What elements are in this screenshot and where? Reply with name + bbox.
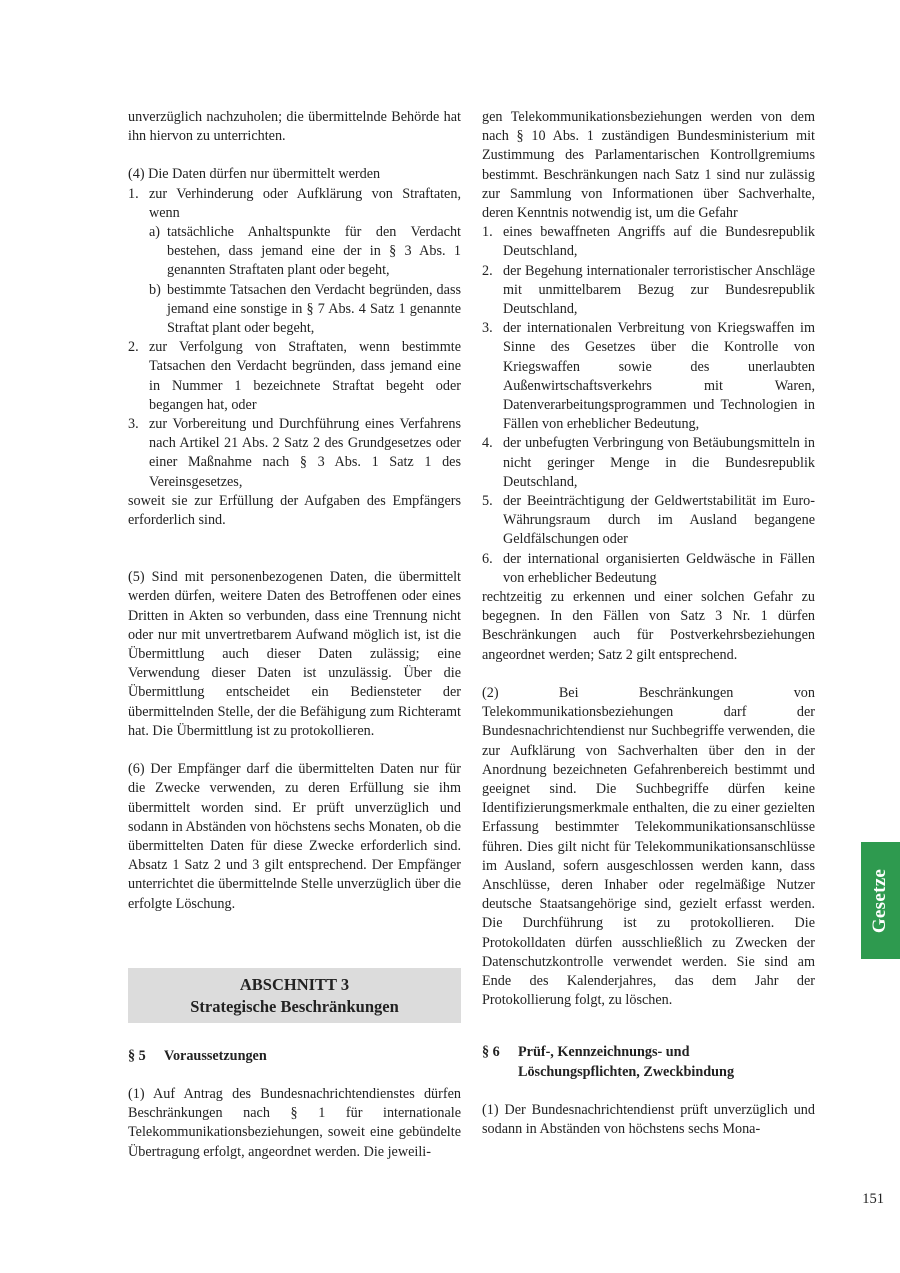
paragraph-2-right: (2) Bei Beschränkungen von Telekommunikationsbeziehungen darf der Bundesnachrichtendienst nur Suchbegriffe verwenden, die zur Aufklärung von Sachverhalten über den in der Anordnung bezeichneten Gefahrenbereich bestimmt und geeignet sind. Die Suchbegriffe dürfen keine Identifizierungsmerkmale enthalten, die zu einer gezielten Erfassung bestimmter Telekommunikationsanschlüsse führen. Dies gilt nicht für Telekommunikationsanschlüsse im Ausland, sofern ausgeschlossen werden kann, dass Anschlüsse, deren Inhaber oder regelmäßige Nutzer deutsche Staatsangehörige sind, gezielt erfasst werden. Die Durchführung ist zu protokollieren. Die Protokolldaten dürfen ausschließlich zu Zwecken der Datenschutzkontrolle verwendet werden. Sie sind am Ende des Kalenderjahres, das dem Jahr der Protokollierung folgt, zu löschen.	[482, 684, 815, 1009]
list-item: 5. der Beeinträchtigung der Geldwertstabilität im Euro-Währungsraum durch im Ausland begangene Geldfälschungen oder	[482, 493, 815, 548]
paragraph-4-head: (4) Die Daten dürfen nur übermittelt werden	[128, 166, 381, 183]
paragraph-5: (5) Sind mit personenbezogenen Daten, die übermittelt werden dürfen, weitere Daten des Betroffenen oder eines Dritten in Akten so verbunden, dass eine Trennung nicht oder nur mit unvertretbarem Aufwand möglich ist, ist die Übermittlung auch dieser Daten zulässig; eine Verwendung dieser Daten ist unzulässig. Über die Übermittlung entscheidet ein Bediensteter der übermittelnden Stelle, der die Befähigung zum Richteramt hat. Die Übermittlung ist zu protokollieren.	[128, 569, 461, 739]
heading-s5: § 5 Voraussetzungen	[128, 1047, 267, 1064]
list-item: 2. zur Verfolgung von Straftaten, wenn bestimmte Tatsachen den Verdacht begründen, dass jemand eine in Nummer 1 bezeichnete Straftat begeht oder begangen hat, oder	[128, 339, 461, 413]
list-item: 2. der Begehung internationaler terroristischer Anschläge mit unmittelbarem Bezug zur Bundesrepublik Deutschland,	[482, 262, 815, 318]
list-item: 6. der international organisierten Geldwäsche in Fällen von erheblicher Bedeutung	[482, 550, 815, 586]
side-tab-label: Gesetze	[869, 868, 891, 933]
section-subtitle: Strategische Beschränkungen	[190, 996, 399, 1016]
list-right	[482, 223, 815, 588]
paragraph-s5-1: (1) Auf Antrag des Bundesnachrichtendienstes dürfen Beschränkungen nach § 1 für internationale Telekommunikationsbeziehungen, soweit eine gebündelte Übertragung erfolgt, angeordnet werden. Die jeweili-	[128, 1085, 461, 1160]
page-number: 151	[862, 1191, 884, 1207]
section-header	[128, 968, 461, 1023]
paragraph-6: (6) Der Empfänger darf die übermittelten Daten nur für die Zwecke verwenden, zu deren Erfüllung sie ihm übermittelt worden sind. Er prüft unverzüglich und sodann in Abständen von höchstens sechs Monaten, ob die übermittelten Daten für diese Zwecke erforderlich sind. Absatz 1 Satz 2 und 3 gilt entsprechend. Der Empfänger unterrichtet die übermittelnde Stelle unverzüglich über die erfolgte Löschung.	[128, 761, 461, 912]
list-subitem: a) tatsächliche Anhaltspunkte für den Verdacht bestehen, dass jemand eine der in § 3 Abs. 1 genannten Straftaten plant oder begeht,	[149, 224, 461, 279]
paragraph-intro: unverzüglich nachzuholen; die übermittelnde Behörde hat ihn hiervon zu unterrichten.	[128, 109, 461, 145]
list-item: 3. der internationalen Verbreitung von Kriegswaffen im Sinne des Gesetzes über die Kontrolle von Kriegswaffen sowie des unerlaubten Außenwirtschaftsverkehrs mit Waren, Datenverarbeitungsprogrammen und Technologien in Fällen von erheblicher Bedeutung,	[482, 320, 815, 433]
section-title: ABSCHNITT 3	[239, 974, 350, 994]
paragraph-intro-right: gen Telekommunikationsbeziehungen werden von dem nach § 10 Abs. 1 zuständigen Bundesministerium mit Zustimmung des Parlamentarischen Kontrollgremiums bestimmt. Beschränkungen nach Satz 1 sind nur zulässig zur Sammlung von Informationen über Sachverhalte, deren Kenntnis notwendig ist, um die Gefahr	[482, 109, 815, 222]
right-column	[482, 108, 815, 1139]
list-item: 1. eines bewaffneten Angriffs auf die Bundesrepublik Deutschland,	[482, 224, 815, 260]
list-subitem: b) bestimmte Tatsachen den Verdacht begründen, dass jemand eine sonstige in § 7 Abs. 4 Satz 1 genannte Straftat plant oder begeht,	[149, 281, 461, 337]
side-tab	[861, 842, 900, 959]
paragraph-s6-1: (1) Der Bundesnachrichtendienst prüft unverzüglich und sodann in Abständen von höchstens sechs Mona-	[482, 1101, 815, 1137]
list-item: 4. der unbefugten Verbringung von Betäubungsmitteln in nicht geringer Menge in die Bundesrepublik Deutschland,	[482, 435, 815, 490]
paragraph-tail-right: rechtzeitig zu erkennen und einer solchen Gefahr zu begegnen. In den Fällen von Satz 3 Nr. 1 dürfen Beschränkungen auch für Postverkehrsbeziehungen angeordnet werden; Satz 2 gilt entsprechend.	[482, 589, 815, 663]
list-item: 1. zur Verhinderung oder Aufklärung von Straftaten, wenn	[128, 185, 461, 221]
paragraph-4-tail: soweit sie zur Erfüllung der Aufgaben des Empfängers erforderlich sind.	[128, 492, 461, 529]
left-column	[128, 108, 461, 1162]
heading-s6: § 6 Prüf-, Kennzeichnungs- und Löschungspflichten, Zweckbindung	[482, 1044, 735, 1080]
list-item: 3. zur Vorbereitung und Durchführung eines Verfahrens nach Artikel 21 Abs. 2 Satz 2 des Grundgesetzes oder einer Maßnahme nach § 3 Abs. 1 Satz 1 des Vereinsgesetzes,	[128, 416, 461, 490]
list-4	[128, 185, 461, 492]
